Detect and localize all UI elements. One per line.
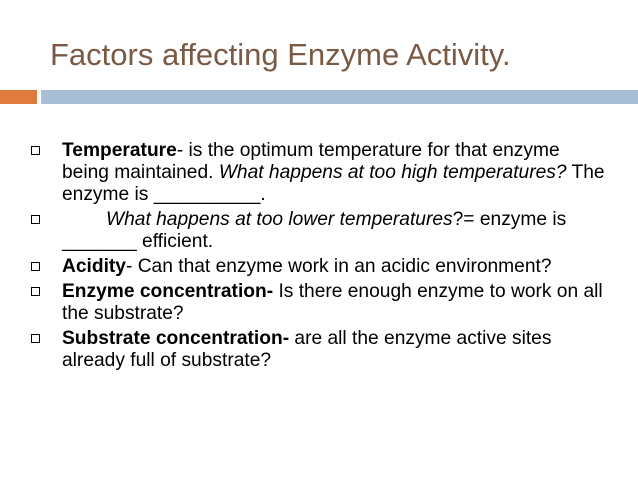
bullet-term: Temperature: [62, 140, 177, 161]
square-bullet-icon: [31, 287, 40, 296]
bullet-term: Acidity: [62, 256, 126, 277]
square-bullet-icon: [31, 215, 40, 224]
accent-bar: [0, 90, 37, 104]
bullet-question: What happens at too lower temperatures: [106, 209, 453, 230]
bullet-substrate-concentration: [31, 328, 606, 372]
title-underline-bar: [41, 90, 638, 104]
bullet-low-temperature: [31, 209, 606, 253]
slide-title: Factors affecting Enzyme Activity.: [50, 37, 511, 72]
bullet-temperature: [31, 140, 606, 206]
bullet-term: Substrate concentration-: [62, 328, 290, 349]
square-bullet-icon: [31, 334, 40, 343]
bullet-text: The enzyme is __________.: [62, 162, 605, 205]
bullet-question: What happens at too high temperatures?: [218, 162, 567, 183]
bullet-enzyme-concentration: [31, 281, 606, 325]
square-bullet-icon: [31, 146, 40, 155]
bullet-text: - Can that enzyme work in an acidic environment?: [125, 256, 552, 277]
bullet-text: Is there enough enzyme to work on all the substrate?: [62, 281, 603, 324]
square-bullet-icon: [31, 262, 40, 271]
bullet-text: are all the enzyme active sites already full of substrate?: [62, 328, 552, 371]
bullet-acidity: [31, 256, 606, 278]
bullet-term: Enzyme concentration-: [62, 281, 274, 302]
bullet-list: [31, 140, 606, 375]
bullet-text: - is the optimum temperature for that enzyme being maintained.: [62, 140, 560, 183]
bullet-text: ?= enzyme is _______ efficient.: [62, 209, 567, 252]
